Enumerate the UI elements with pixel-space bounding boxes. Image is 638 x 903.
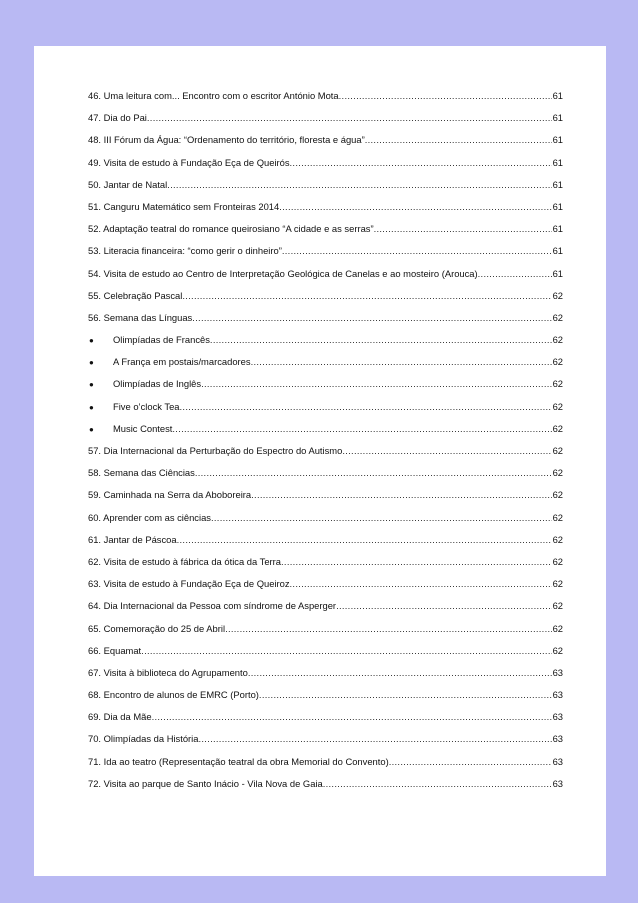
toc-entry-title: 57. Dia Internacional da Perturbação do Espectro do Autismo: [88, 445, 343, 456]
toc-entry-page-number: 61: [552, 90, 563, 101]
toc-entry-title: 66. Equamat: [88, 644, 142, 656]
toc-entry-page-number: 62: [552, 555, 563, 567]
dot-leader: [251, 489, 551, 500]
dot-leader: [225, 623, 552, 634]
toc-entry-page-number: 61: [552, 112, 563, 124]
toc-entry-page-number: 62: [552, 600, 563, 612]
dot-leader: [336, 600, 552, 611]
dot-leader: [198, 733, 551, 744]
dot-leader: [167, 179, 551, 190]
toc-entry-title: A França em postais/marcadores: [113, 356, 251, 368]
toc-entry-page-number: 62: [552, 422, 563, 434]
toc-entry-title: 54. Visita de estudo ao Centro de Interpretação Geológica de Canelas e ao mosteiro (Arouca): [88, 267, 478, 279]
dot-leader: [339, 90, 552, 101]
toc-entry-page-number: 63: [552, 711, 563, 723]
dot-leader: [141, 645, 551, 656]
toc-entry-page-number: 62: [552, 334, 563, 346]
dot-leader: [180, 401, 552, 412]
toc-entry-title: 62. Visita de estudo à fábrica da ótica da Terra: [88, 555, 282, 567]
toc-entry-title: 72. Visita ao parque de Santo Inácio - Vila Nova de Gaia: [88, 777, 323, 789]
toc-entry-title: 70. Olimpíadas da História: [88, 733, 199, 745]
toc-entry-title: 67. Visita à biblioteca do Agrupamento: [88, 666, 248, 678]
toc-entry[interactable]: [88, 778, 563, 800]
toc-entry[interactable]: [88, 534, 563, 556]
toc-entry-title: 56. Semana das Línguas: [88, 311, 193, 323]
document-page: [34, 46, 606, 876]
toc-entry-page-number: 62: [552, 578, 563, 590]
toc-entry-page-number: 62: [552, 644, 563, 656]
toc-entry-page-number: 62: [552, 533, 563, 545]
bullet-icon: ●: [89, 358, 94, 368]
dot-leader: [177, 534, 552, 545]
dot-leader: [259, 689, 552, 700]
toc-entry-page-number: 62: [552, 311, 563, 323]
dot-leader: [290, 157, 552, 168]
toc-entry-page-number: 61: [552, 178, 563, 190]
toc-entry-page-number: 62: [552, 445, 563, 456]
toc-entry-title: 49. Visita de estudo à Fundação Eça de Queirós: [88, 156, 290, 168]
toc-entry-title: 71. Ida ao teatro (Representação teatral da obra Memorial do Convento): [88, 755, 389, 767]
toc-entry[interactable]: [88, 489, 563, 511]
toc-entry-page-number: 61: [552, 223, 563, 235]
toc-entry-title: 50. Jantar de Natal: [88, 178, 168, 190]
toc-entry[interactable]: [88, 134, 563, 156]
toc-entry[interactable]: [88, 290, 563, 312]
dot-leader: [478, 268, 552, 279]
toc-entry[interactable]: [88, 689, 563, 711]
toc-entry[interactable]: [88, 578, 563, 600]
toc-entry[interactable]: [88, 245, 563, 267]
toc-entry[interactable]: [88, 201, 563, 223]
toc-entry-page-number: 61: [552, 245, 563, 257]
dot-leader: [147, 112, 552, 123]
toc-entry-page-number: 62: [552, 489, 563, 501]
toc-entry-page-number: 61: [552, 200, 563, 212]
toc-entry[interactable]: [88, 356, 563, 378]
toc-entry-title: Five o’clock Tea: [113, 400, 180, 412]
dot-leader: [251, 356, 552, 367]
dot-leader: [279, 201, 551, 212]
toc-entry[interactable]: [88, 711, 563, 733]
dot-leader: [323, 778, 552, 789]
toc-entry[interactable]: [88, 445, 563, 467]
toc-entry-page-number: 61: [552, 267, 563, 279]
dot-leader: [211, 512, 552, 523]
toc-entry[interactable]: [88, 90, 563, 112]
toc-entry-page-number: 63: [552, 689, 563, 701]
bullet-icon: ●: [89, 424, 94, 434]
toc-entry[interactable]: [88, 623, 563, 645]
dot-leader: [281, 556, 552, 567]
dot-leader: [152, 711, 552, 722]
dot-leader: [195, 467, 552, 478]
dot-leader: [282, 245, 552, 256]
toc-entry-title: 51. Canguru Matemático sem Fronteiras 2014: [88, 200, 280, 212]
toc-entry-title: 65. Comemoração do 25 de Abril: [88, 622, 226, 634]
bullet-icon: ●: [89, 336, 94, 346]
toc-entry-page-number: 63: [552, 733, 563, 745]
toc-entry-title: 60. Aprender com as ciências: [88, 511, 211, 523]
toc-entry[interactable]: [88, 112, 563, 134]
dot-leader: [248, 667, 552, 678]
toc-entry-title: 58. Semana das Ciências: [88, 467, 195, 479]
toc-entry-page-number: 62: [552, 622, 563, 634]
toc-entry-title: 48. III Fórum da Água: “Ordenamento do território, floresta e água”: [88, 134, 365, 146]
toc-entry-page-number: 62: [552, 378, 563, 390]
dot-leader: [290, 578, 552, 589]
toc-entry-title: 59. Caminhada na Serra da Aboboreira: [88, 489, 252, 501]
dot-leader: [210, 334, 552, 345]
dot-leader: [374, 223, 552, 234]
dot-leader: [172, 423, 551, 434]
dot-leader: [342, 445, 551, 456]
toc-entry-page-number: 62: [552, 400, 563, 412]
toc-entry[interactable]: [88, 600, 563, 622]
toc-entry-page-number: 62: [552, 511, 563, 523]
toc-entry[interactable]: [88, 157, 563, 179]
bullet-icon: ●: [89, 380, 94, 390]
table-of-contents: [88, 90, 563, 800]
toc-entry[interactable]: [88, 667, 563, 689]
toc-entry-page-number: 61: [552, 156, 563, 168]
toc-entry[interactable]: [88, 512, 563, 534]
toc-entry-title: Olimpíadas de Inglês: [113, 378, 202, 390]
toc-entry-title: 53. Literacia financeira: “como gerir o dinheiro”: [88, 245, 282, 257]
toc-entry[interactable]: [88, 179, 563, 201]
toc-entry-page-number: 62: [552, 356, 563, 368]
toc-entry[interactable]: [88, 756, 563, 778]
toc-entry-page-number: 63: [552, 666, 563, 678]
dot-leader: [389, 756, 552, 767]
toc-entry-page-number: 62: [552, 289, 563, 301]
toc-entry[interactable]: [88, 401, 563, 423]
toc-entry-title: 68. Encontro de alunos de EMRC (Porto): [88, 689, 259, 701]
toc-entry-title: 61. Jantar de Páscoa: [88, 533, 177, 545]
bullet-icon: ●: [89, 402, 94, 412]
dot-leader: [365, 134, 552, 145]
toc-entry-title: 63. Visita de estudo à Fundação Eça de Queiroz: [88, 578, 290, 590]
dot-leader: [201, 378, 551, 389]
toc-entry[interactable]: [88, 467, 563, 489]
dot-leader: [192, 312, 551, 323]
dot-leader: [182, 290, 551, 301]
toc-entry[interactable]: [88, 268, 563, 290]
toc-entry-page-number: 63: [552, 755, 563, 767]
toc-entry-page-number: 62: [552, 467, 563, 479]
toc-entry[interactable]: [88, 223, 563, 245]
toc-entry[interactable]: [88, 556, 563, 578]
toc-entry-title: Olimpíadas de Francês: [113, 334, 210, 346]
toc-entry-title: 69. Dia da Mãe: [88, 711, 152, 723]
toc-entry-title: 46. Uma leitura com... Encontro com o escritor António Mota: [88, 90, 339, 101]
toc-entry[interactable]: [88, 378, 563, 400]
toc-entry[interactable]: [88, 312, 563, 334]
toc-entry-page-number: 61: [552, 134, 563, 146]
toc-entry[interactable]: [88, 423, 563, 445]
toc-entry-page-number: 63: [552, 777, 563, 789]
toc-entry[interactable]: [88, 733, 563, 755]
toc-entry-title: Music Contest: [113, 422, 173, 434]
toc-entry-title: 47. Dia do Pai: [88, 112, 147, 124]
toc-entry-title: 55. Celebração Pascal: [88, 289, 183, 301]
toc-entry-title: 64. Dia Internacional da Pessoa com síndrome de Asperger: [88, 600, 337, 612]
toc-entry[interactable]: [88, 334, 563, 356]
toc-entry-title: 52. Adaptação teatral do romance queirosiano “A cidade e as serras”: [88, 223, 374, 235]
toc-entry[interactable]: [88, 645, 563, 667]
